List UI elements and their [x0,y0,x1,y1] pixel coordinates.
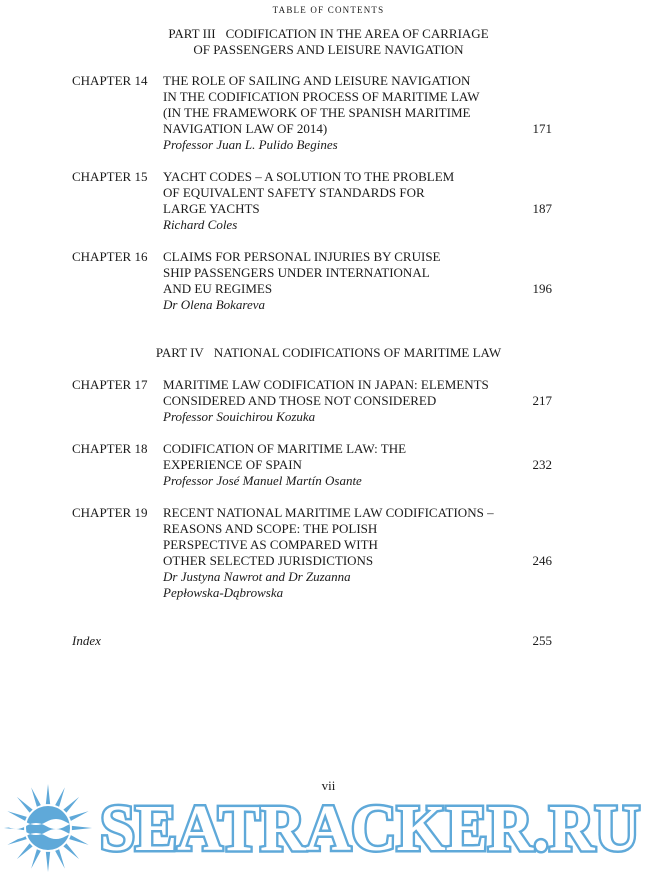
part-title-line: PART IV NATIONAL CODIFICATIONS OF MARITIME LAW [155,345,502,360]
page-number: 246 [532,553,552,568]
chapter-number: CHAPTER 14 [72,73,148,88]
sun-ray [31,849,41,868]
running-head: TABLE OF CONTENTS [272,5,385,15]
chapter-author: Professor Souichirou Kozuka [163,409,316,424]
chapter-title: MARITIME LAW CODIFICATION IN JAPAN: ELEMENTS CONSIDERED AND THOSE NOT CONSIDERED Professor Souichirou Kozuka [163,377,513,425]
part-number: PART III [168,26,216,41]
toc-entry-index[interactable] [72,633,552,649]
sun-ray [63,843,79,859]
sun-ray [55,787,65,806]
chapter-number: CHAPTER 15 [72,169,148,184]
chapter-title: CODIFICATION OF MARITIME LAW: THE EXPERIENCE OF SPAIN Professor José Manuel Martín Osante [163,441,513,489]
toc-entry-chapter-17[interactable] [72,377,552,425]
chapter-number: CHAPTER 19 [72,505,148,520]
page-number: 187 [532,201,552,216]
chapter-author: Professor José Manuel Martín Osante [163,473,362,488]
page-number: 232 [532,457,552,472]
chapter-author: Richard Coles [163,217,238,232]
sun-ray [31,787,41,806]
sun-ray [72,826,92,830]
page-number: 217 [532,393,552,408]
sun-waves-logo-icon [4,784,92,872]
chapter-title: RECENT NATIONAL MARITIME LAW CODIFICATIONS – REASONS AND SCOPE: THE POLISH PERSPECTIVE AS COMPARED WITH OTHER SELECTED JURISDICTIONS Dr Justyna Nawrot and Dr Zuzanna Pepłowska-Dąbrowska [163,505,513,601]
sun-ray [55,849,65,868]
sun-ray [17,843,33,859]
sun-ray [63,797,79,813]
part-title-line: OF PASSENGERS AND LEISURE NAVIGATION [193,42,464,57]
chapter-author: Pepłowska-Dąbrowska [163,585,284,600]
chapter-author: Dr Justyna Nawrot and Dr Zuzanna [163,569,351,584]
chapter-title: THE ROLE OF SAILING AND LEISURE NAVIGATION IN THE CODIFICATION PROCESS OF MARITIME LAW (IN THE FRAMEWORK OF THE SPANISH MARITIME NAVIGATION LAW OF 2014) Professor Juan L. Pulido Begines [163,73,513,153]
part-number: PART IV [155,345,204,360]
watermark [0,782,657,875]
page-number: 196 [532,281,552,296]
chapter-author: Professor Juan L. Pulido Begines [163,137,338,152]
sun-ray [46,784,50,804]
toc-entry-chapter-18[interactable] [72,441,552,489]
toc-entry-chapter-14[interactable] [72,73,552,153]
part-heading-3 [0,26,657,58]
chapter-title: CLAIMS FOR PERSONAL INJURIES BY CRUISE SHIP PASSENGERS UNDER INTERNATIONAL AND EU REGIMES Dr Olena Bokareva [163,249,513,313]
part-title-line: PART III CODIFICATION IN THE AREA OF CARRIAGE [168,26,489,41]
chapter-number: CHAPTER 16 [72,249,148,264]
part-heading-4 [0,345,657,361]
sun-ray [69,811,88,821]
toc-entry-chapter-19[interactable] [72,505,552,601]
page-number: 171 [532,121,552,136]
sun-ray [46,852,50,872]
chapter-number: CHAPTER 17 [72,377,148,392]
sun-ray [69,835,88,845]
page-number: 255 [532,633,552,648]
chapter-author: Dr Olena Bokareva [163,297,266,312]
chapter-title: YACHT CODES – A SOLUTION TO THE PROBLEM OF EQUIVALENT SAFETY STANDARDS FOR LARGE YACHTS Richard Coles [163,169,513,233]
index-label: Index [72,633,101,648]
folio-page-number: vii [321,778,336,793]
toc-entry-chapter-15[interactable] [72,169,552,233]
sun-ray [17,797,33,813]
toc-entry-chapter-16[interactable] [72,249,552,313]
watermark-text: SEATRACKER.RU [100,792,640,865]
chapter-number: CHAPTER 18 [72,441,148,456]
